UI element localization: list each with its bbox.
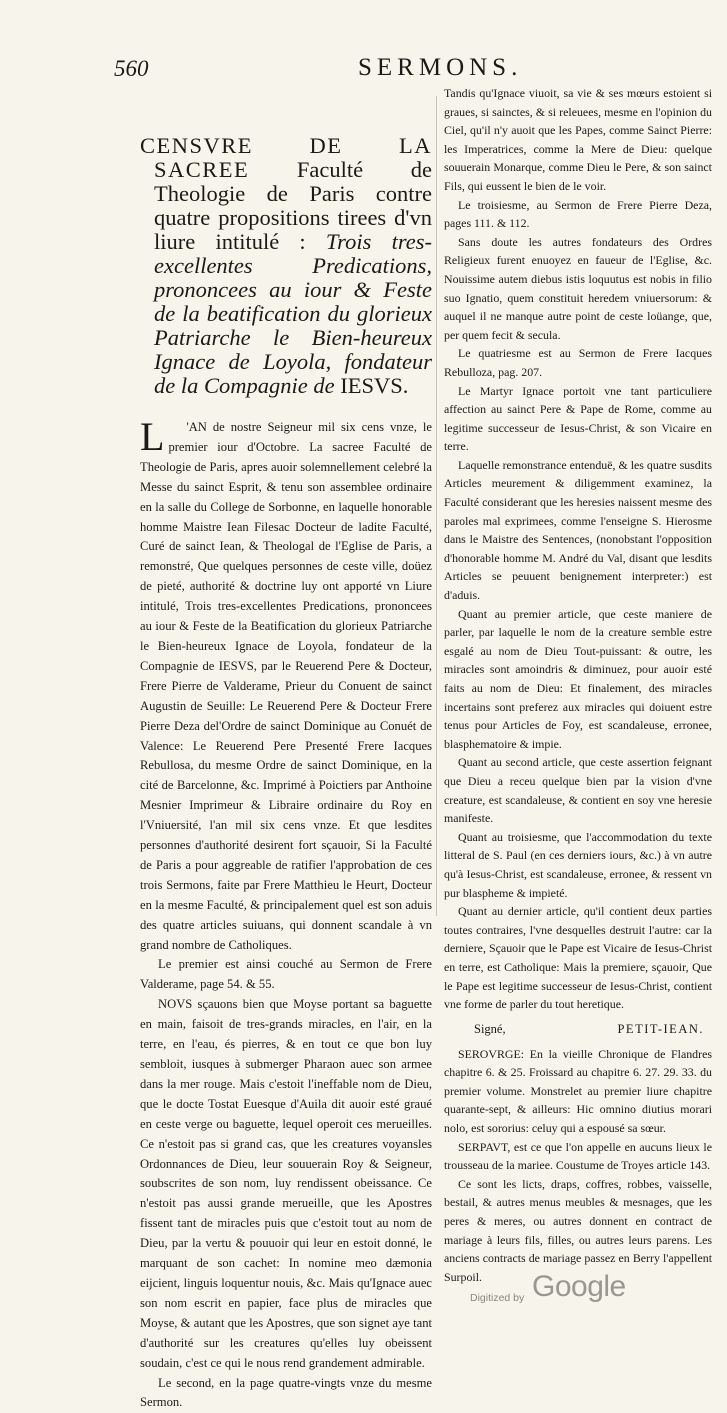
signer-name: PETIT-IEAN.: [617, 1022, 704, 1037]
right-paragraph-6: Laquelle remonstrance entenduë, & les quatre susdits Articles meurement & diligemment examinez, la Faculté considerant que les heresies naissent mesme des paroles mal exprimees, comme l'enseigne S. Hierosme dans le Maistre des Sentences, (nonobstant l'opposition d'honorable homme M. André du Val, disant que lesdits Articles se peuuent benignement interpreter:) est d'aduis.: [444, 456, 712, 605]
right-paragraph-3: Sans doute les autres fondateurs des Ordres Religieux furent enuoyez en faueur de l'Eglise, &c. Nouissime autem diebus istis loquutus est nobis in filio suo Ignatio, quem constituit heredem vniuersorum: & auquel il ne manque autre point de ceste loüange, que, per quem fecit & secula.: [444, 233, 712, 345]
right-paragraph-1: Tandis qu'Ignace viuoit, sa vie & ses mœurs estoient si graues, si sainctes, & si releuees, mesme en l'opinion du Ciel, qu'il n'y auoit que les Papes, comme Sainct Pierre: les Imperatrices, comme la Mere de Dieu: quelque souuerain Monarque, comme Dieu le Pere, & son sainct Fils, qui eussent le bien de le voir.: [444, 84, 712, 196]
running-header: [108, 52, 727, 82]
glossary-serpaut: SERPAVT, est ce que l'on appelle en aucuns lieux le trousseau de la mariee. Coustume de Troyes article 143.: [444, 1138, 712, 1175]
paragraph-3: NOVS sçauons bien que Moyse portant sa baguette en main, faisoit de tres-grands miracles, en l'air, en la terre, en l'eau, és pierres, & en tout ce que bon luy sembloit, iusques à submerger Pharaon auec son armee dans la mer rouge. Mais c'estoit l'ineffable nom de Dieu, que le docte Tostat Euesque d'Auila dit auoir esté graué en ceste verge ou baguette, lequel operoit ces merueilles. Ce n'estoit pas si grand cas, que les creatures voyansles Ordonnances de Dieu, leur souuerain Roy & Seigneur, soubscrites de son nom, luy rendissent obeissance. Ce n'estoit pas aussi grande merueille, que les Apostres fissent tant de miracles puis que c'estoit tout au nom de Dieu, par la vertu & pouuoir qui leur en estoit donné, le marquant de son cachet: In nomine meo dæmonia eijcient, linguis loquentur nouis, &c. Mais qu'Ignace auec son nom escrit en papier, face plus de miracles que Moyse, & autant que les Apostres, que son signet aye tant d'authorité sur les creatures qu'elles luy obeissent soudain, c'est ce qui le nous rend grandement admirable.: [140, 995, 432, 1373]
drop-cap: L: [122, 420, 164, 454]
right-paragraph-4: Le quatriesme est au Sermon de Frere Iacques Rebulloza, pag. 207.: [444, 344, 712, 381]
paragraph-2: Le premier est ainsi couché au Sermon de Frere Valderame, page 54. & 55.: [140, 955, 432, 995]
paragraph-1-text: 'AN de nostre Seigneur mil six cens vnze, le premier iour d'Octobre. La sacree Faculté de Theologie de Paris, apres auoir solemnellement celebré la Messe du sainct Esprit, & tenu son assemblee ordinaire en la salle du College de Sorbonne, en laquelle honorable homme Maistre Iean Filesac Docteur de ladite Faculté, Curé de sainct Iean, & Theologal de l'Eglise de Paris, a remonstré, Que quelques personnes de ceste ville, doüez de pieté, authorité & doctrine luy ont apporté vn Liure intitulé, Trois tres-excellentes Predications, prononcees au iour & Feste de la Beatification du glorieux Patriarche le Bien-heureux Ignace de Loyola, fondateur de la Compagnie de IESVS, par le Reuerend Pere & Docteur, Frere Pierre de Valderame, Prieur du Conuent de sainct Augustin de Seuille: Le Reuerend Pere & Docteur Frere Pierre Deza del'Ordre de sainct Dominique au Conuét de Valence: Le Reuerend Pere Presenté Frere Iacques Rebullosa, du mesme Ordre de sainct Dominique, en la cité de Barcelonne, &c. Imprimé à Poictiers par Anthoine Mesnier Imprimeur & Libraire ordinaire du Roy en l'Vniuersité, l'an mil six cens vnze. Et que lesdites personnes d'authorité desirent fort sçauoir, Si la Faculté de Paris a pour aggreable de ratifier l'approbation de ces trois Sermons, faite par Frere Matthieu le Heurt, Docteur en la mesme Faculté, & principalement quel est son aduis des quatre articles suiuans, qui donnent scandale à vn grand nombre de Catholiques.: [140, 420, 432, 952]
right-paragraph-2: Le troisiesme, au Sermon de Frere Pierre Deza, pages 111. & 112.: [444, 196, 712, 233]
right-paragraph-5: Le Martyr Ignace portoit vne tant particuliere affection au sainct Pere & Pape de Rome, comme au legitime successeur de Iesus-Christ, & son Vicaire en terre.: [444, 382, 712, 456]
digitization-watermark: [470, 1270, 720, 1310]
running-title: SERMONS.: [358, 54, 522, 82]
title-end: IESVS.: [335, 373, 409, 398]
title-rest: Faculté de Theologie de Paris contre quatre propositions tirees d'vn liure intitulé :: [154, 157, 432, 254]
title-line-1: CENSVRE DE LA SACREE: [140, 133, 432, 182]
paragraph-1: [140, 418, 432, 955]
right-paragraph-8: Quant au second article, que ceste assertion feignant que Dieu a receu quelque bien par la vision d'vne creature, est scandaleuse, & contient en soy vne heresie manifeste.: [444, 753, 712, 827]
right-column: [444, 84, 712, 1286]
column-divider: [436, 96, 437, 916]
right-paragraph-7: Quant au premier article, que ceste maniere de parler, par laquelle le nom de la creature semble estre esgalé au nom de Dieu Tout-puissant: & outre, les miracles sont amoindris & diminuez, pour auoir esté faits au nom de Dieu: Et finalement, des miracles incertains sont preferez aux miracles qui doiuent estre tenus pour Articles de Foy, est scandaleuse, erronee, blasphematoire & impie.: [444, 605, 712, 754]
censure-title: [140, 134, 432, 398]
paragraph-4: Le second, en la page quatre-vingts vnze du mesme Sermon.: [140, 1374, 432, 1413]
signed-label: Signé,: [474, 1022, 506, 1037]
signature-line: [444, 1014, 712, 1045]
right-paragraph-9: Quant au troisiesme, que l'accommodation du texte litteral de S. Paul (en ces derniers iours, &c.) à vn autre qu'à Iesus-Christ, est scandaleuse, erronee, & ressent vn pur blaspheme & impieté.: [444, 828, 712, 902]
page-number: 560: [114, 56, 149, 82]
google-logo: Google: [532, 1270, 626, 1304]
title-italic: Trois tres-excellentes Predications, prononcees au iour & Feste de la beatification du glorieux Patriarche le Bien-heureux Ignace de Loyola, fondateur de la Compagnie de: [154, 229, 432, 398]
digitized-by-text: Digitized by: [470, 1292, 524, 1304]
right-paragraph-10: Quant au dernier article, qu'il contient deux parties toutes contraires, l'vne desquelles destruit l'autre: car la derniere, Sçauoir que le Pape est Vicaire de Iesus-Christ en terre, est Catholique: Mais la premiere, sçauoir, Que le Pape est legitime successeur de Iesus-Christ, contient vne forme de parler du tout heretique.: [444, 902, 712, 1014]
left-column: [140, 90, 432, 1413]
glossary-serourge: SEROVRGE: En la vieille Chronique de Flandres chapitre 6. & 25. Froissard au chapitre 6. 27. 29. 33. du premier volume. Monstrelet au premier liure chapitre quarante-sept, & ailleurs: Hic omnino diutius morari nolo, est sororius: celuy qui a espousé sa sœur.: [444, 1045, 712, 1138]
glossary-serpaut-detail: Ce sont les licts, draps, coffres, robbes, vaisselle, bestail, & autres menus meubles & mesnages, que les peres & meres, ou autres donnent en contract de mariage à leurs fils, filles, ou autres leurs parens. Les anciens contracts de mariage passez en Berry l'appellent Surpoil.: [444, 1175, 712, 1287]
